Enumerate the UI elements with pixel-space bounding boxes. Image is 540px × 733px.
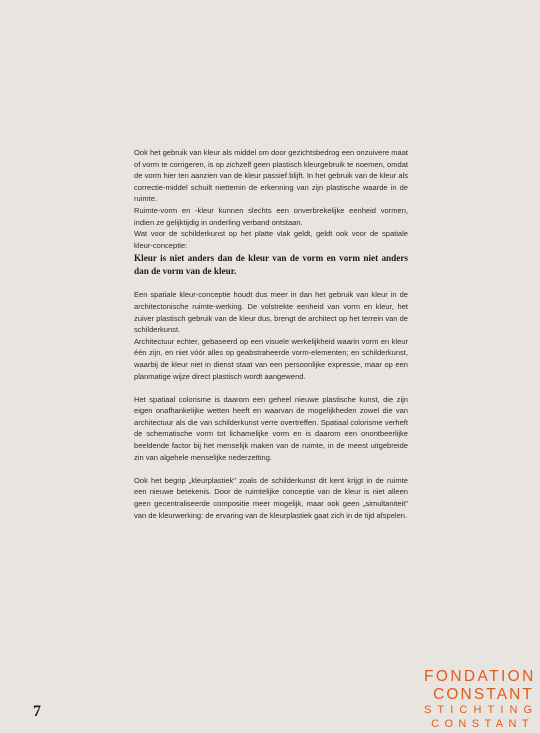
paragraph-color-plastic: Ook het begrip „kleurplastiek" zoals de schilderkunst dit kent krijgt in de ruimte een nieuwe betekenis. Door de ruimtelijke conceptie van de kleur is niet alleen geen gecentraliseerde compositie meer mogelijk, maar ook geen „simultaniteit" van de kleurwerking: de ervaring van de kleurplastiek gaat zich in de tijd afspelen. <box>134 475 408 520</box>
paragraph-color-correction: Ook het gebruik van kleur als middel om door gezichtsbedrog een onzuivere maat of vorm te corrigeren, is op zichzelf geen plastisch kleurgebruik te noemen, omdat de vorm hier ten aanzien van de kleur passief blijft. In het gebruik van de kleur als correctie-middel schuilt niettemin de erkenning van zijn plastische waarde in de ruimte. <box>134 148 408 204</box>
paragraph-architecture: Architectuur echter, gebaseerd op een visuele werkelijkheid waarin vorm en kleur één zijn, en niet vóór alles op geabstraheerde vorm-elementen; en schilderkunst, waarbij de kleur niet in dienst staat van een persoonlijke expressie, maar op een planmatige wijze direct plastisch wordt aangewend. <box>134 336 408 381</box>
page-number: 7 <box>33 703 41 720</box>
body-text <box>134 147 408 533</box>
logo-line-3: STICHTING <box>424 704 539 716</box>
paragraph-spatial-concept: Een spatiale kleur-conceptie houdt dus meer in dan het gebruik van kleur in de architectonische ruimte-werking. De volstrekte eenheid van vorm en kleur, het zuiver plastisch gebruik van de kleur dus, brengt de architect op het terrein van de schilderkunst. <box>134 290 408 335</box>
paragraph-painting: Wat voor de schilderkunst op het platte vlak geldt, geldt ook voor de spatiale kleur-conceptie: <box>134 229 408 250</box>
paragraph-space-form: Ruimte-vorm en -kleur kunnen slechts een onverbrekelijke eenheid vormen, indien ze gelijktijdig in onderling verband ontstaan. <box>134 205 408 227</box>
logo-line-4: CONSTANT <box>431 718 534 730</box>
logo-line-1: FONDATION <box>424 668 536 685</box>
logo-line-2: CONSTANT <box>433 685 534 703</box>
bold-statement: Kleur is niet anders dan de kleur van de vorm en vorm niet anders dan de vorm van de kleur. <box>134 253 408 276</box>
paragraph-spatial-colorism: Het spatiaal colorisme is daarom een geheel nieuwe plastische kunst, die zijn eigen onafhankelijke wetten heeft en waarvan de mogelijkheden zowel die van architectuur als die van schilderkunst verre overtreffen. Spatiaal colorisme verheft de schematische vorm tot lichamelijke vorm en is daarom een onontbeerlijke beeldende factor bij het menselijk maken van de ruimte, in de meest uitgebreide zin van algehele menselijke nederzetting. <box>134 394 408 462</box>
fondation-constant-logo <box>424 668 539 730</box>
